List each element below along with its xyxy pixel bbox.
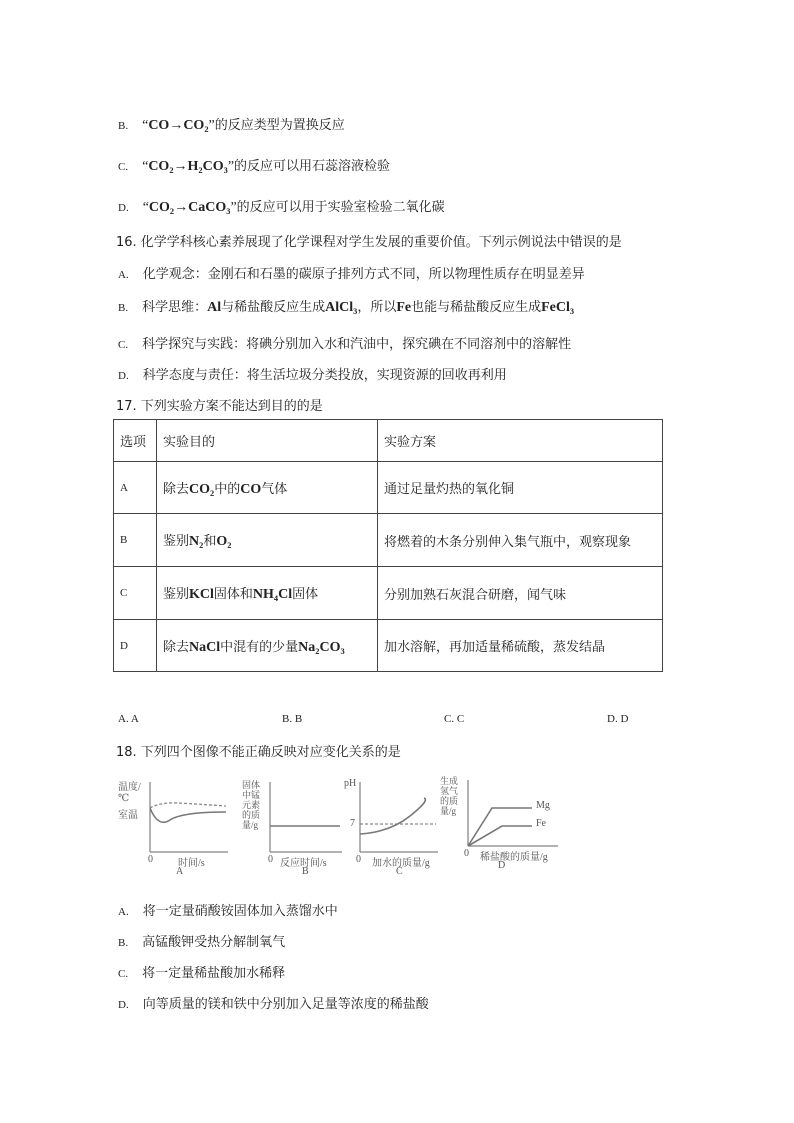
q18-option-a [118, 900, 338, 919]
q18-option-c [118, 962, 285, 981]
header-goal: 实验目的 [157, 420, 378, 462]
formula: CO [148, 118, 170, 133]
option-label: C. [118, 161, 129, 173]
formula: N₂ [189, 534, 204, 549]
formula: CO₂ [189, 481, 215, 497]
option-text: 的反应可以用石蕊溶液检验 [234, 159, 391, 174]
q15-option-c: C. “CO₂→H₂CO₃”的反应可以用石蕊溶液检验 [118, 159, 391, 174]
formula: H₂CO₃ [187, 159, 228, 174]
q16-option-d [118, 364, 507, 383]
option-text: 高锰酸钾受热分解制氧气 [142, 935, 286, 950]
formula: O₂ [216, 534, 232, 549]
header-option: 选项 [114, 420, 157, 462]
q15-option-d: D. “CO₂→CaCO₃”的反应可以用于实验室检验二氧化碳 [118, 200, 445, 215]
experiment-table [113, 419, 663, 672]
q18-option-d [118, 993, 429, 1012]
option-label: B. [118, 937, 129, 949]
q16-stem: 16. 化学学科核心素养展现了化学课程对学生发展的重要价值。下列示例说法中错误的是 [116, 235, 622, 250]
q15-option-b: B. “CO→CO₂”的反应类型为置换反应 [118, 118, 345, 133]
formula: Na₂CO₃ [298, 639, 345, 655]
table-row: B 鉴别N₂和O₂ 将燃着的木条分别伸入集气瓶中，观察现象 [114, 514, 663, 567]
option-label: D. [118, 202, 129, 214]
answer-c: C. C [444, 713, 465, 725]
option-text: 科学探究与实践：将碘分别加入水和汽油中，探究碘在不同溶剂中的溶解性 [142, 337, 572, 352]
table-row: A 除去CO₂中的CO气体 通过足量灼热的氧化铜 [114, 462, 663, 514]
formula: CaCO₃ [188, 200, 231, 215]
q16-option-b: B. 科学思维：Al与稀盐酸反应生成AlCl₃，所以Fe也能与稀盐酸反应生成FeCl₃ [118, 300, 575, 315]
option-text: 将一定量硝酸铵固体加入蒸馏水中 [142, 904, 338, 919]
formula: FeCl₃ [541, 300, 575, 315]
option-label: B. [118, 302, 129, 314]
table-row: C 鉴别KCl固体和NH₄Cl固体 分别加熟石灰混合研磨，闻气味 [114, 567, 663, 620]
option-label: B. [118, 120, 129, 132]
option-label: C. [118, 968, 129, 980]
option-label: D. [118, 370, 129, 382]
answer-b: B. B [282, 713, 303, 725]
formula: Fe [396, 300, 412, 315]
answer-a: A. A [118, 713, 139, 725]
formula: NaCl [189, 639, 221, 655]
header-plan: 实验方案 [378, 420, 663, 462]
option-text: 科学态度与责任：将生活垃圾分类投放，实现资源的回收再利用 [142, 368, 507, 383]
formula: CO₂ [148, 200, 175, 215]
graph-d: 生成氢气的质量/g Mg Fe 0 稀盐酸的质量/g D [440, 776, 560, 876]
formula: CO₂ [148, 159, 174, 174]
formula: Al [207, 300, 222, 315]
formula: CO₂ [183, 118, 209, 133]
answer-d: D. D [607, 713, 629, 725]
option-text: 的反应类型为置换反应 [214, 118, 345, 133]
q18-option-b [118, 931, 285, 950]
option-text: 化学观念：金刚石和石墨的碳原子排列方式不同，所以物理性质存在明显差异 [142, 267, 585, 282]
q16-option-a [118, 263, 585, 282]
q17-stem: 17. 下列实验方案不能达到目的的是 [116, 399, 323, 414]
option-label: D. [118, 999, 129, 1011]
option-label: A. [118, 269, 129, 281]
formula: KCl [189, 587, 214, 602]
option-text: 向等质量的镁和铁中分别加入足量等浓度的稀盐酸 [142, 997, 429, 1012]
graph-a: 温度/℃ 室温 0 时间/s A [118, 776, 230, 876]
q18-stem: 18. 下列四个图像不能正确反映对应变化关系的是 [116, 745, 401, 760]
option-text: 的反应可以用于实验室检验二氧化碳 [236, 200, 445, 215]
table-header-row [114, 420, 663, 462]
formula: NH₄Cl [252, 587, 293, 602]
formula: AlCl₃ [325, 300, 358, 315]
option-text: 将一定量稀盐酸加水稀释 [142, 966, 286, 981]
graph-b: 固体中锰元素的质量/g 0 反应时间/s B [240, 776, 345, 876]
graph-c: pH 7 0 加水的质量/g C [340, 776, 440, 876]
q16-option-c [118, 333, 571, 352]
option-label: A. [118, 906, 129, 918]
formula: CO [240, 481, 262, 497]
table-row: D 除去NaCl中混有的少量Na₂CO₃ 加水溶解，再加适量稀硫酸，蒸发结晶 [114, 620, 663, 672]
option-label: C. [118, 339, 129, 351]
